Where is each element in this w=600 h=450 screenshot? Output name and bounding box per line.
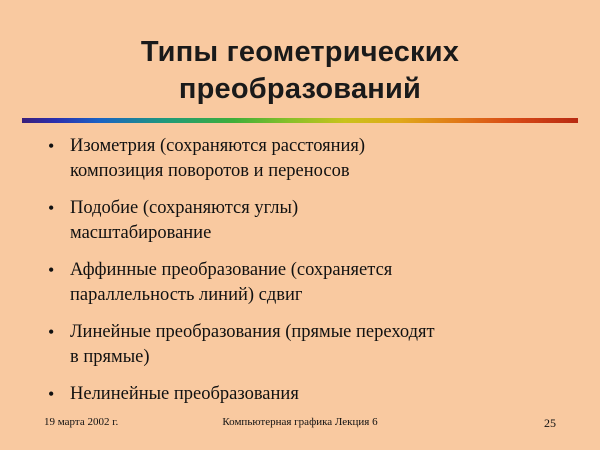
list-item-line-2: композиция поворотов и переносов	[70, 160, 350, 181]
slide-footer	[0, 416, 600, 436]
list-item-line-1: Изометрия (сохраняются расстояния)	[70, 136, 366, 156]
list-item-line-2: параллельность линий) сдвиг	[70, 284, 303, 305]
list-item	[44, 196, 574, 246]
list-item-line-2: масштабирование	[70, 222, 212, 243]
list-item-line-1: Подобие (сохраняются углы)	[70, 197, 299, 218]
title-line-2: преобразований	[178, 73, 422, 106]
rainbow-divider	[22, 118, 578, 123]
bullet-marker-icon: •	[48, 383, 55, 404]
list-item-line-1: Нелинейные преобразования	[70, 383, 299, 404]
bullet-marker-icon: •	[48, 321, 55, 342]
footer-page-number: 25	[544, 416, 556, 430]
list-item-line-1: Аффинные преобразование (сохраняется	[70, 259, 393, 280]
bullet-marker-icon: •	[48, 197, 55, 218]
list-item-line-2: в прямые)	[70, 346, 150, 367]
title-line-1: Типы геометрических	[140, 36, 460, 68]
list-item	[44, 382, 574, 407]
list-item	[44, 134, 574, 184]
bullet-marker-icon: •	[48, 136, 55, 156]
list-item	[44, 258, 574, 308]
footer-date: 19 марта 2002 г.	[44, 416, 119, 428]
bullet-marker-icon: •	[48, 259, 55, 280]
list-item-line-1: Линейные преобразования (прямые переходят	[70, 321, 435, 342]
bullet-list	[44, 134, 574, 419]
page-title	[30, 34, 570, 108]
footer-subject: Компьютерная графика Лекция 6	[222, 416, 378, 428]
list-item	[44, 320, 574, 370]
